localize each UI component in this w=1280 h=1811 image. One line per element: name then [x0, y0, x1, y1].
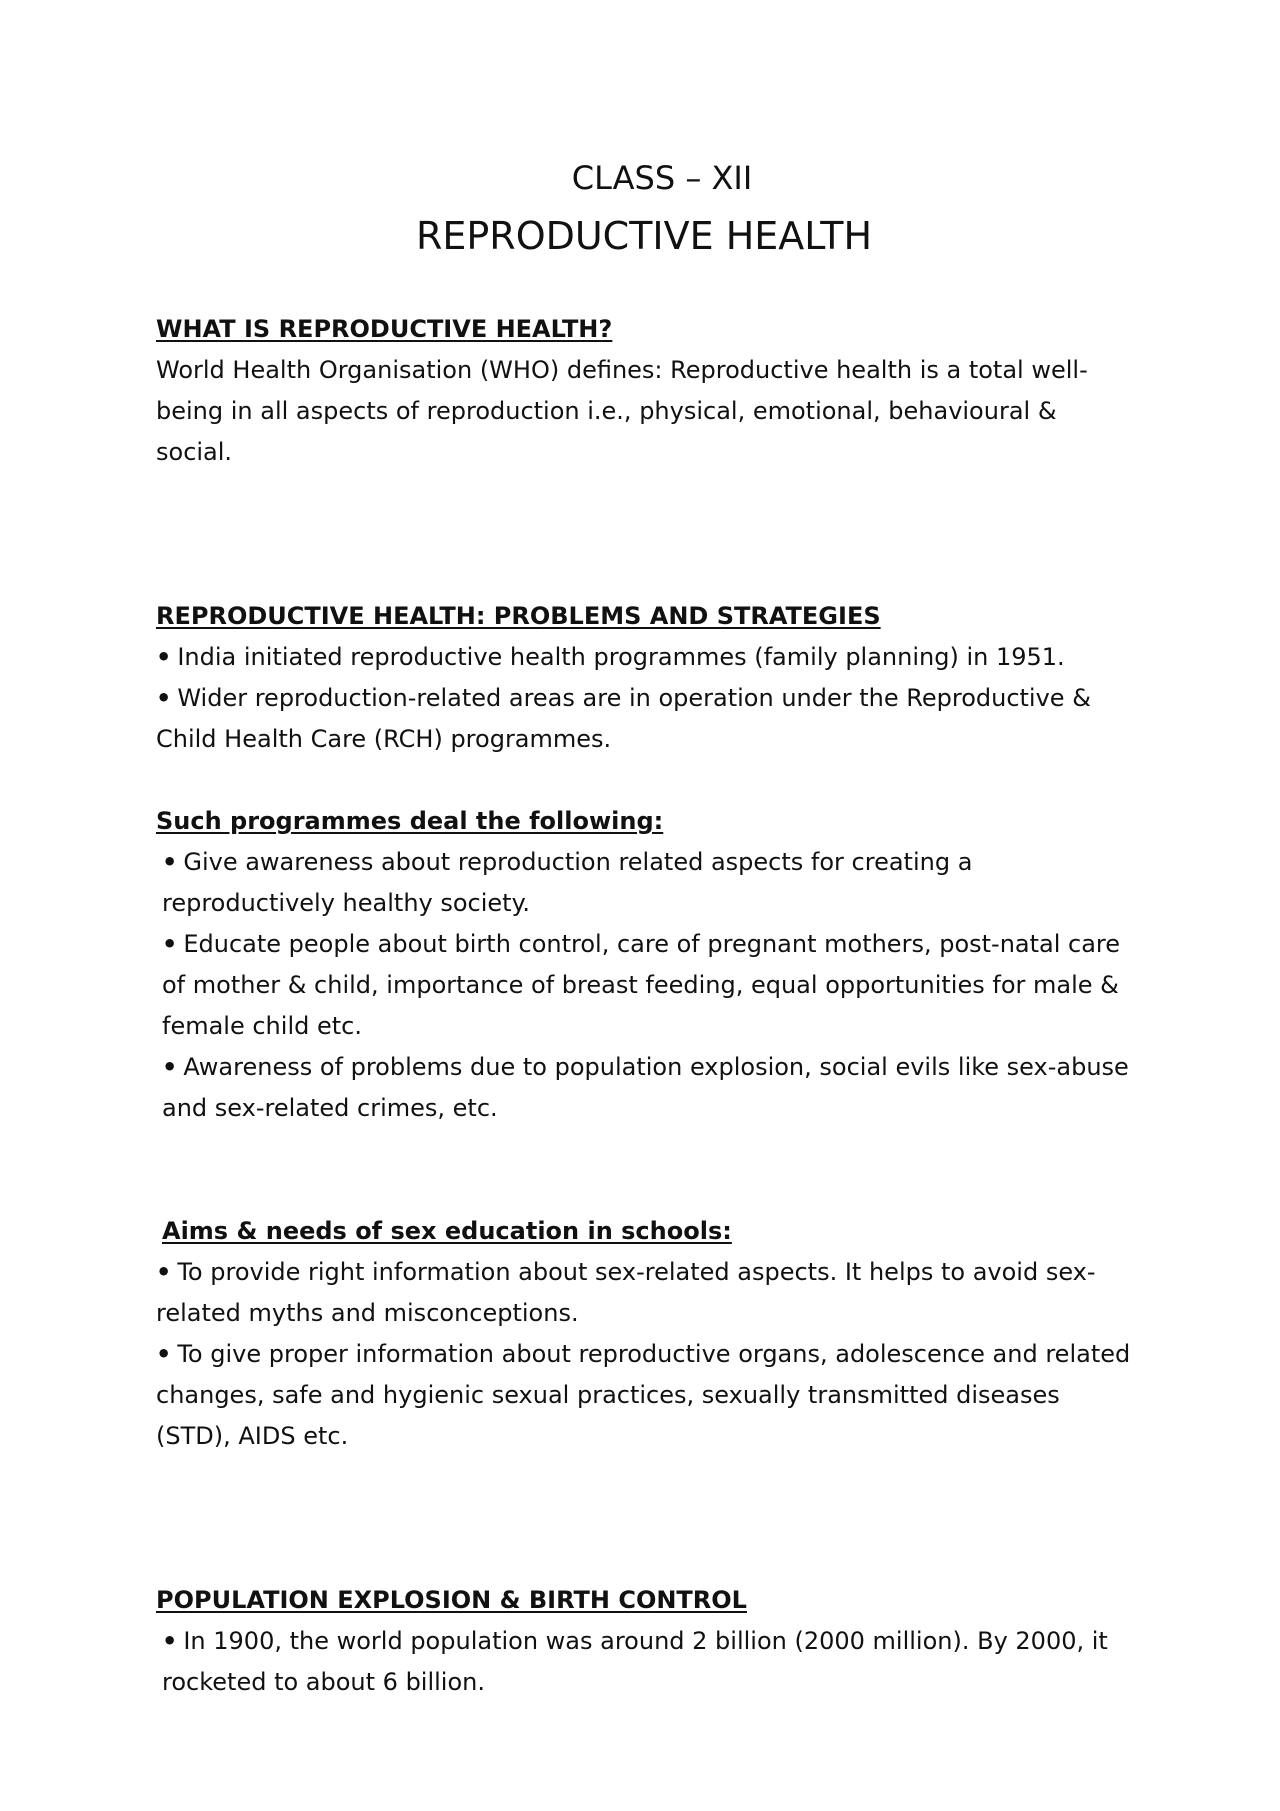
section-heading: Such programmes deal the following:	[156, 807, 664, 835]
spacer	[156, 1129, 1136, 1211]
class-label	[0, 158, 1280, 198]
bullet-item: • Give awareness about reproduction related aspects for creating a reproductively healthy society.	[156, 842, 1136, 924]
bullet-item: • Educate people about birth control, care of pregnant mothers, post-natal care of mother & child, importance of breast feeding, equal opportunities for male & female child etc.	[156, 924, 1136, 1047]
bullet-item: • Wider reproduction-related areas are in operation under the Reproductive & Child Health Care (RCH) programmes.	[156, 678, 1136, 760]
bullet-item: • To give proper information about reproductive organs, adolescence and related changes, safe and hygienic sexual practices, sexually transmitted diseases (STD), AIDS etc.	[156, 1334, 1136, 1457]
bullet-item: • To provide right information about sex-related aspects. It helps to avoid sex-related myths and misconceptions.	[156, 1252, 1136, 1334]
page-title	[0, 212, 1280, 260]
bullet-item: • India initiated reproductive health programmes (family planning) in 1951.	[156, 637, 1136, 678]
spacer	[156, 473, 1136, 596]
document-body	[156, 309, 1136, 1703]
section-problems	[156, 596, 1136, 760]
bullet-item: • In 1900, the world population was around 2 billion (2000 million). By 2000, it rocketed to about 6 billion.	[156, 1621, 1136, 1703]
section-heading: WHAT IS REPRODUCTIVE HEALTH?	[156, 315, 613, 343]
page-title-text: REPRODUCTIVE HEALTH	[415, 214, 873, 258]
paragraph: World Health Organisation (WHO) defines: Reproductive health is a total well-being in all aspects of reproduction i.e., physical, emotional, behavioural & social.	[156, 356, 1088, 466]
spacer	[156, 760, 1136, 801]
section-heading: POPULATION EXPLOSION & BIRTH CONTROL	[156, 1586, 747, 1614]
section-what-is	[156, 309, 1136, 473]
bullet-item: • Awareness of problems due to population explosion, social evils like sex-abuse and sex-related crimes, etc.	[156, 1047, 1136, 1129]
section-programmes	[156, 801, 1136, 1129]
section-sex-education	[156, 1211, 1136, 1457]
class-label-text: CLASS – XII	[571, 159, 753, 197]
spacer	[156, 1457, 1136, 1580]
section-population	[156, 1580, 1136, 1703]
section-heading: REPRODUCTIVE HEALTH: PROBLEMS AND STRATEGIES	[156, 602, 881, 630]
section-heading: Aims & needs of sex education in schools:	[162, 1217, 732, 1245]
